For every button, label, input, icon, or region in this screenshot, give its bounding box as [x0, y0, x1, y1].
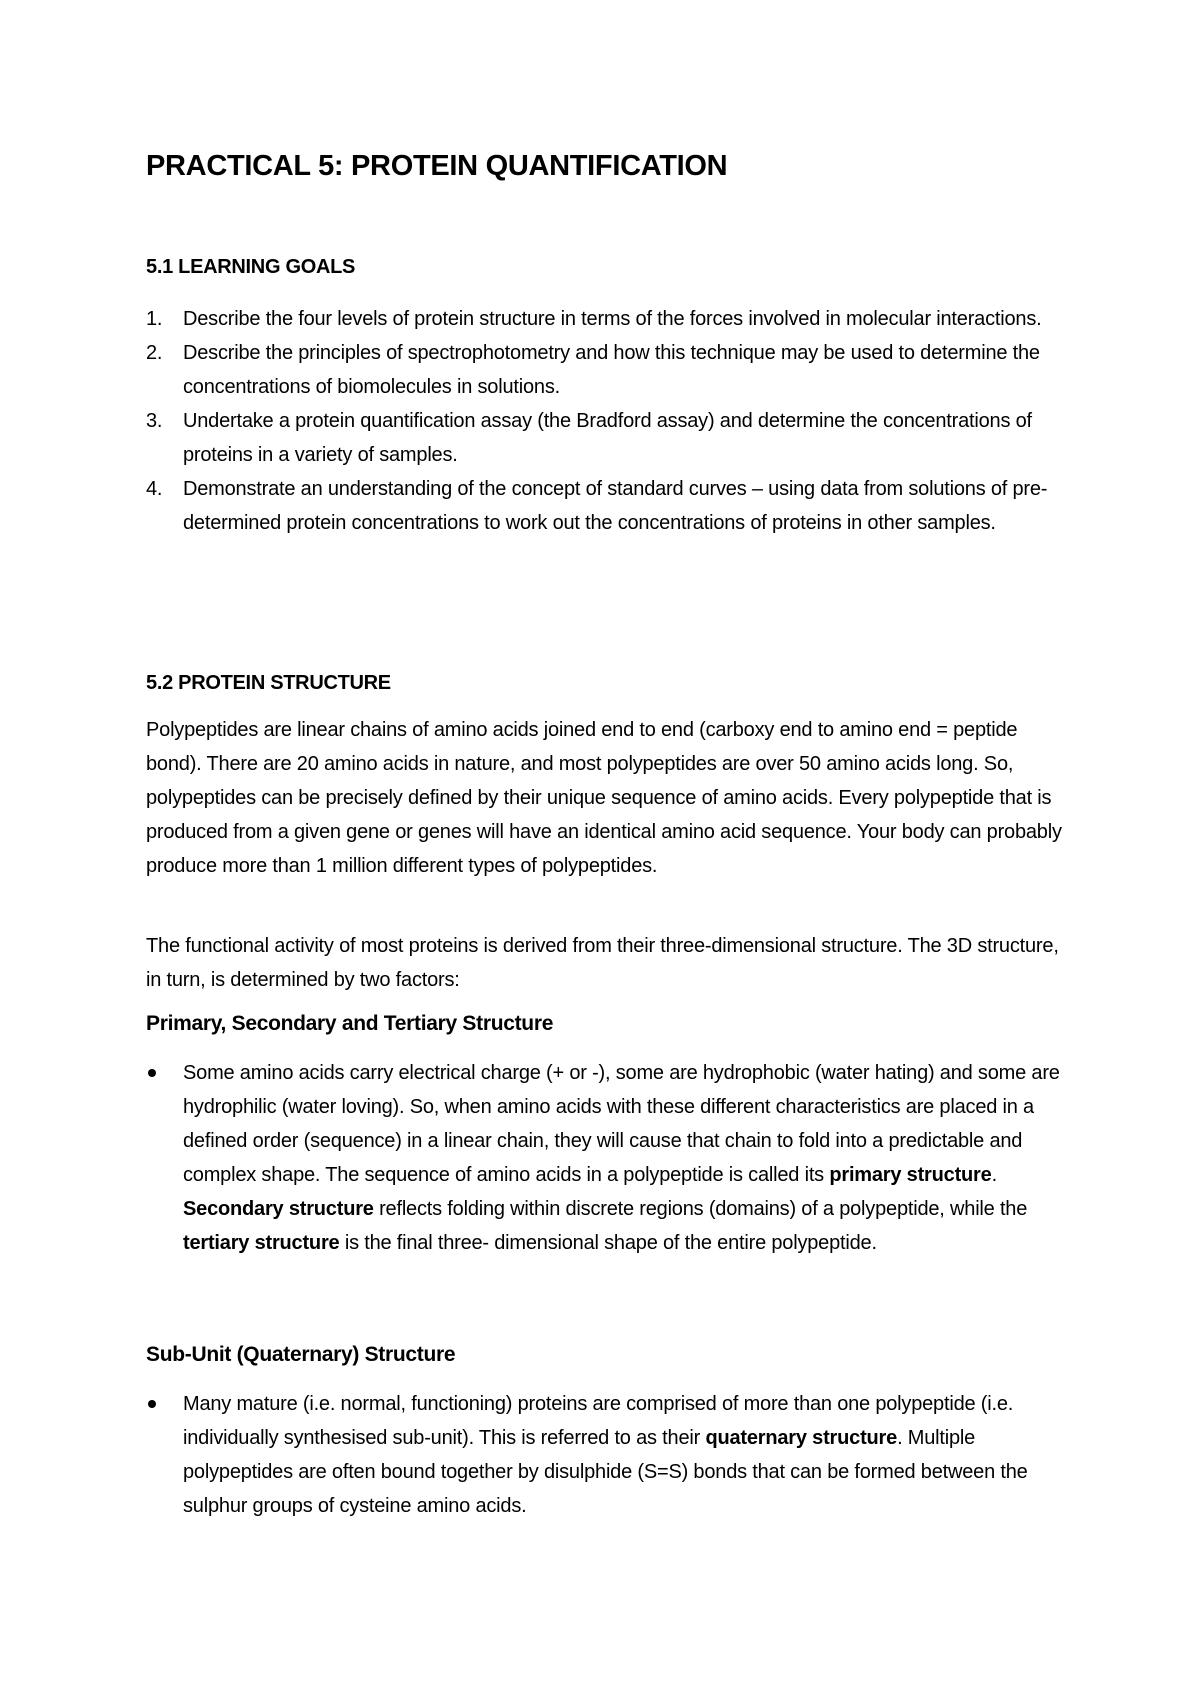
quaternary-structure-bullet-container	[146, 1387, 1066, 1523]
bullet-text-part: Many mature (i.e. normal, functioning) proteins are comprised of more than one polypeptide (i.e. individually synthesised sub-unit). This is referred to as their	[183, 1393, 1014, 1449]
bullet-text-part: Some amino acids carry electrical charge (+ or -), some are hydrophobic (water hating) and some are hydrophilic (water loving). So, when amino acids with these different characteristics are placed in a defined order (sequence) in a linear chain, they will cause that chain to fold into a predictable and complex shape. The sequence of amino acids in a polypeptide is called its	[183, 1062, 1060, 1186]
list-item	[146, 302, 1066, 336]
protein-structure-paragraph-1	[146, 713, 1066, 883]
bold-term-primary: primary structure	[829, 1164, 992, 1186]
bullet-list	[146, 1387, 1066, 1523]
bold-term-tertiary: tertiary structure	[183, 1232, 340, 1254]
bullet-text-part: . Multiple polypeptides are often bound together by disulphide (S=S) bonds that can be formed between the sulphur groups of cysteine amino acids.	[183, 1427, 1028, 1517]
primary-structure-bullet-container	[146, 1056, 1066, 1260]
bullet-icon	[148, 1400, 156, 1408]
list-item-text: Undertake a protein quantification assay (the Bradford assay) and determine the concentrations of proteins in a variety of samples.	[183, 410, 1032, 466]
list-item	[146, 1056, 1066, 1260]
list-item	[146, 1387, 1066, 1523]
quaternary-structure-heading: Sub-Unit (Quaternary) Structure	[146, 1343, 456, 1366]
list-item	[146, 472, 1066, 540]
list-item	[146, 336, 1066, 404]
primary-structure-heading: Primary, Secondary and Tertiary Structure	[146, 1012, 554, 1035]
bold-term-quaternary: quaternary structure	[705, 1427, 898, 1449]
bullet-icon	[148, 1069, 156, 1077]
learning-goals-heading: 5.1 LEARNING GOALS	[146, 256, 356, 278]
paragraph: The functional activity of most proteins is derived from their three-dimensional structure. The 3D structure, in turn, is determined by two factors:	[146, 935, 1059, 991]
bullet-text-part: .	[991, 1164, 997, 1186]
list-item-text: Demonstrate an understanding of the concept of standard curves – using data from solutions of pre-determined protein concentrations to work out the concentrations of proteins in other samples.	[183, 478, 1048, 534]
bullet-text-part: reflects folding within discrete regions (domains) of a polypeptide, while the	[373, 1198, 1028, 1220]
list-number: 2.	[146, 342, 163, 364]
list-item-text: Describe the four levels of protein structure in terms of the forces involved in molecular interactions.	[183, 308, 1042, 330]
paragraph: Polypeptides are linear chains of amino acids joined end to end (carboxy end to amino end = peptide bond). There are 20 amino acids in nature, and most polypeptides are over 50 amino acids long. So, polypeptides can be precisely defined by their unique sequence of amino acids. Every polypeptide that is produced from a given gene or genes will have an identical amino acid sequence. Your body can probably produce more than 1 million different types of polypeptides.	[146, 719, 1062, 877]
list-number: 3.	[146, 410, 163, 432]
bullet-list	[146, 1056, 1066, 1260]
bullet-text-part: is the final three- dimensional shape of the entire polypeptide.	[339, 1232, 877, 1254]
list-number: 1.	[146, 308, 163, 330]
list-item	[146, 404, 1066, 472]
document-title: PRACTICAL 5: PROTEIN QUANTIFICATION	[146, 150, 728, 182]
protein-structure-paragraph-2	[146, 929, 1066, 997]
list-number: 4.	[146, 478, 163, 500]
list-item-text: Describe the principles of spectrophotometry and how this technique may be used to determine the concentrations of biomolecules in solutions.	[183, 342, 1040, 398]
learning-goals-list-container	[146, 302, 1066, 540]
protein-structure-heading: 5.2 PROTEIN STRUCTURE	[146, 672, 391, 694]
bold-term-secondary: Secondary structure	[183, 1198, 374, 1220]
learning-goals-list	[146, 302, 1066, 540]
